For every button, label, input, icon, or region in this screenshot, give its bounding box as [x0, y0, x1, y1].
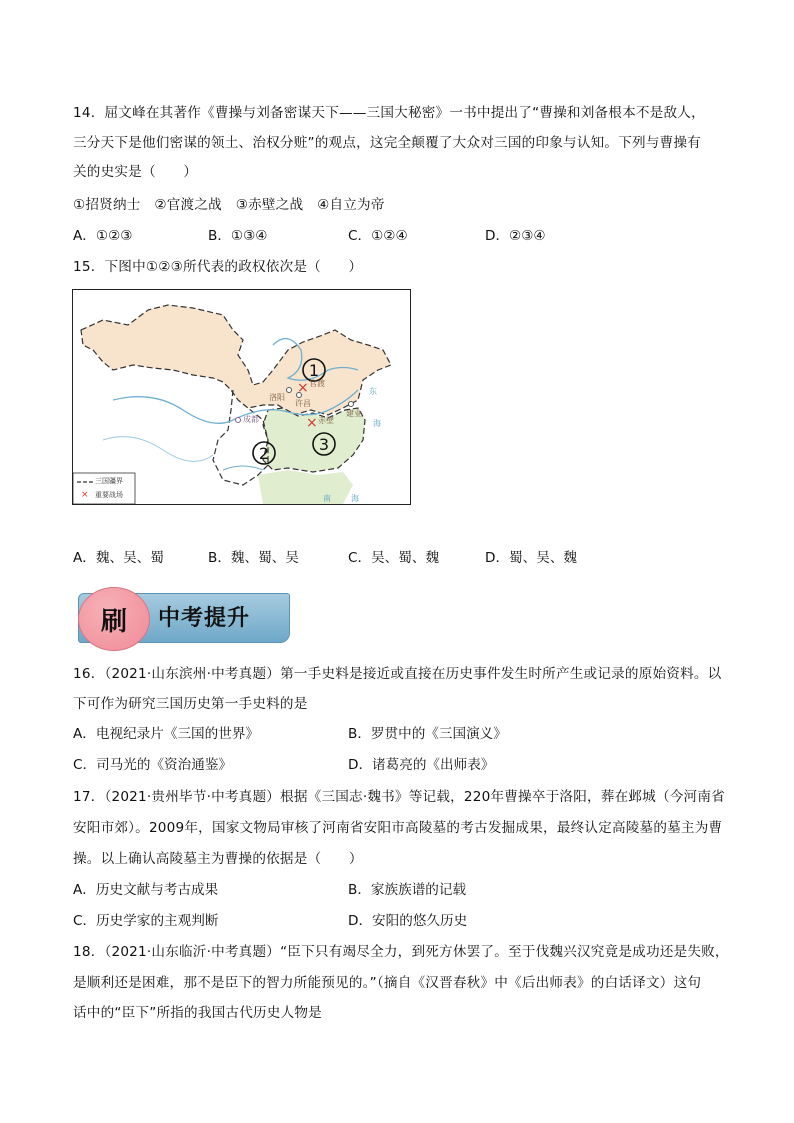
region-2-label: 2	[258, 444, 270, 463]
option-b[interactable]: B．罗贯中的《三国演义》	[348, 726, 507, 742]
sea-label-east: 东	[369, 387, 377, 396]
option-c[interactable]: C．司马光的《资治通鉴》	[73, 757, 233, 773]
sea-label-south: 南	[323, 494, 331, 503]
region-3-label: 3	[318, 435, 330, 454]
question-16-stem-line-1: 16．（2021·山东滨州·中考真题）第一手史料是接近或直接在历史事件发生时所产生或记录的原始资料。以	[73, 666, 722, 682]
option-d[interactable]: D．蜀、吴、魏	[485, 550, 578, 566]
question-17-stem-line-2: 安阳市郊）。2009年，国家文物局审核了河南省安阳市高陵墓的考古发掘成果，最终认定高陵墓的墓主为曹	[73, 820, 723, 836]
luoyang-marker	[287, 388, 292, 393]
option-c[interactable]: C．①②④	[348, 228, 408, 244]
question-14-items: ①招贤纳士 ②官渡之战 ③赤壁之战 ④自立为帝	[73, 197, 385, 213]
option-a[interactable]: A．历史文献与考古成果	[73, 882, 219, 898]
chibi-battle-icon: ×	[306, 415, 318, 431]
city-label-xuchang: 许昌	[295, 399, 311, 408]
option-c[interactable]: C．吴、蜀、魏	[348, 550, 440, 566]
legend-battle-icon: ×	[81, 490, 89, 500]
option-d[interactable]: D．②③④	[485, 228, 546, 244]
wu-region-south	[258, 470, 353, 504]
option-b[interactable]: B．家族族谱的记载	[348, 882, 467, 898]
question-18-stem-line-3: 话中的“臣下”所指的我国古代历史人物是	[73, 1005, 322, 1021]
wei-region	[81, 305, 391, 415]
question-14-stem-line-2: 三分天下是他们密谋的领土、治权分赃”的观点，这完全颠覆了大众对三国的印象与认知。下列与曹操有	[73, 135, 701, 151]
map-graphic	[73, 290, 410, 504]
option-c[interactable]: C．历史学家的主观判断	[73, 913, 219, 929]
legend-battle-label: 重要战场	[95, 491, 123, 499]
banner-circle	[78, 587, 150, 651]
sea-label-east-2: 海	[373, 419, 381, 428]
option-a[interactable]: A．①②③	[73, 228, 133, 244]
option-a[interactable]: A．魏、吴、蜀	[73, 550, 164, 566]
option-b[interactable]: B．①③④	[208, 228, 268, 244]
question-14-stem-line-3: 关的史实是（ ）	[73, 164, 198, 180]
question-18-stem-line-1: 18．（2021·山东临沂·中考真题）“臣下只有竭尽全力，到死方休罢了。至于伐魏兴汉究竟是成功还是失败，	[73, 944, 729, 960]
section-banner	[76, 587, 292, 643]
question-16-stem-line-2: 下可作为研究三国历史第一手史料的是	[73, 696, 308, 712]
river	[223, 466, 263, 470]
city-label-luoyang: 洛阳	[269, 393, 285, 402]
jianye-marker	[349, 402, 354, 407]
legend-border-label: 三国疆界	[95, 477, 123, 485]
option-d[interactable]: D．诸葛亮的《出师表》	[348, 757, 495, 773]
option-d[interactable]: D．安阳的悠久历史	[348, 913, 468, 929]
banner-circle-text: 刷	[100, 606, 127, 637]
guandu-battle-icon: ×	[297, 380, 309, 396]
option-a[interactable]: A．电视纪录片《三国的世界》	[73, 726, 260, 742]
city-label-chibi: 赤壁	[318, 416, 334, 425]
option-b[interactable]: B．魏、蜀、吴	[208, 550, 299, 566]
question-18-stem-line-2: 是顺利还是困难，那不是臣下的智力所能预见的。”（摘自《汉晋春秋》中《后出师表》的白话译文）这句	[73, 975, 702, 991]
banner-title: 中考提升	[158, 605, 251, 631]
sea-label-south-2: 海	[351, 494, 359, 503]
three-kingdoms-map	[72, 289, 411, 505]
city-label-jianye: 建业	[346, 409, 362, 418]
river	[103, 437, 213, 462]
question-17-stem-line-3: 操。以上确认高陵墓主为曹操的依据是（ ）	[73, 851, 363, 867]
question-14-stem-line-1: 14．屈文峰在其著作《曹操与刘备密谋天下——三国大秘密》一书中提出了“曹操和刘备根本不是敌人，	[73, 105, 705, 121]
question-17-stem-line-1: 17．（2021·贵州毕节·中考真题）根据《三国志·魏书》等记载，220年曹操卒于洛阳，葬在邺城（今河南省	[73, 789, 725, 805]
city-label-chengdu: 成都	[243, 415, 259, 424]
chengdu-marker	[236, 418, 241, 423]
question-15-stem: 15．下图中①②③所代表的政权依次是（ ）	[73, 259, 363, 275]
region-1-label: 1	[308, 361, 320, 380]
city-label-guandu: 官渡	[309, 379, 325, 388]
